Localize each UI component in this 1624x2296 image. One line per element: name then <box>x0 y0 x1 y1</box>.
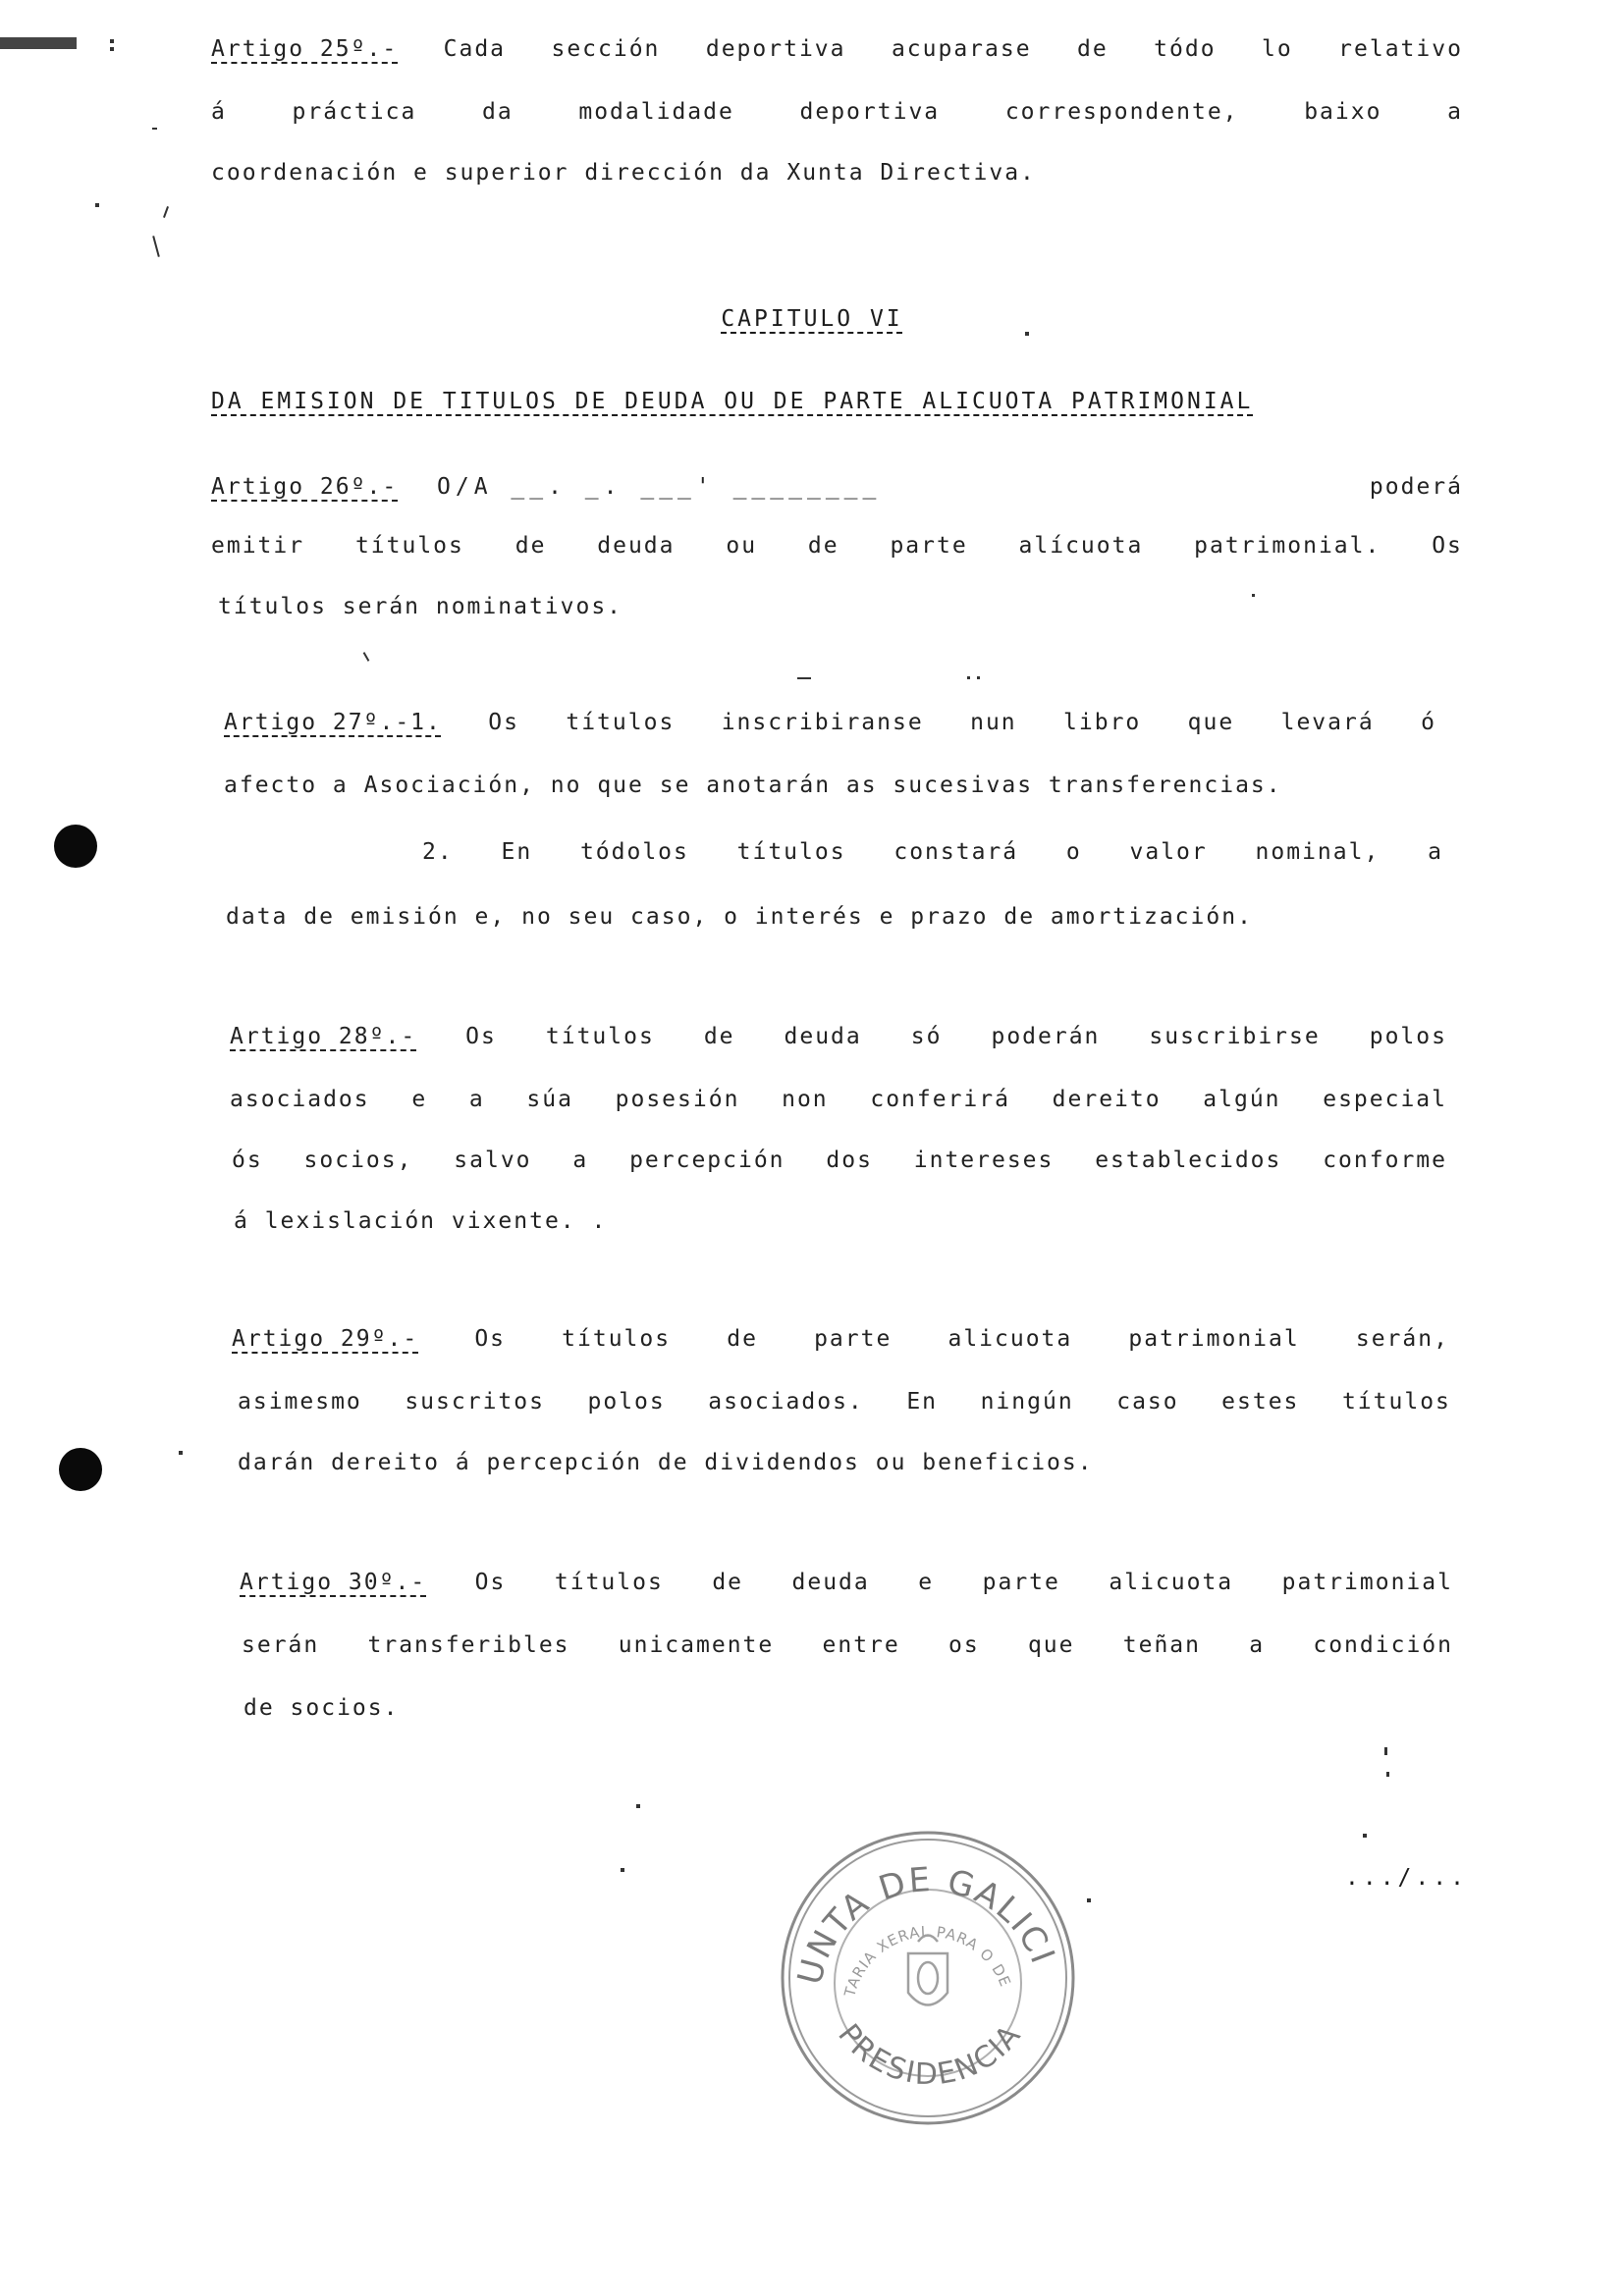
art29-line-1: Artigo 29º.- Os títulos de parte alicuota patrimonial serán, <box>232 1323 1449 1355</box>
chapter-subtitle: DA EMISION DE TITULOS DE DEUDA OU DE PARTE ALICUOTA PATRIMONIAL <box>211 389 1254 414</box>
art30-line-2: serán transferibles unicamente entre os que teñan a condición <box>242 1632 1453 1658</box>
scan-speck <box>977 676 980 679</box>
art30-label: Artigo 30º.- <box>240 1570 427 1595</box>
seal-bottom-text: PRESIDENCIA <box>831 2017 1029 2093</box>
scan-speck <box>621 1868 624 1872</box>
scan-speck <box>152 236 160 257</box>
scan-speck <box>1363 1834 1367 1838</box>
art28-label: Artigo 28º.- <box>230 1024 417 1049</box>
art27-line-4: data de emisión e, no seu caso, o interés e prazo de amortización. <box>226 904 1253 930</box>
art28-line-2: asociados e a súa posesión non conferirá dereito algún especial <box>230 1087 1447 1112</box>
coat-of-arms-icon <box>908 1936 947 2005</box>
scan-speck <box>179 1451 183 1455</box>
art26-line-3: títulos serán nominativos. <box>218 594 623 619</box>
scan-speck <box>163 206 169 218</box>
chapter-title: CAPITULO VI <box>721 306 903 332</box>
art29-line-2: asimesmo suscritos polos asociados. En ningún caso estes títulos <box>238 1389 1451 1415</box>
scan-speck <box>1087 1898 1091 1902</box>
art28-line-4: á lexislación vixente. . <box>234 1208 608 1234</box>
svg-text:PRESIDENCIA <box>831 2017 1028 2092</box>
scan-speck <box>110 47 114 51</box>
scan-speck <box>95 203 99 207</box>
scan-speck <box>636 1804 640 1808</box>
art25-label: Artigo 25º.- <box>211 36 399 62</box>
scan-speck <box>1386 1772 1389 1777</box>
art25-line-2: á práctica da modalidade deportiva correspondente, baixo a <box>211 99 1463 125</box>
art29-line-3: darán dereito á percepción de dividendos ou beneficios. <box>238 1450 1094 1475</box>
art26-line-1: Artigo 26º.- O/A __. _. ___' ________ poderá <box>211 474 1463 500</box>
scan-speck <box>967 676 970 679</box>
page-continuation: .../... <box>1345 1865 1468 1891</box>
art30-line-1: Artigo 30º.- Os títulos de deuda e parte alicuota patrimonial <box>240 1567 1453 1598</box>
scan-speck <box>363 652 370 662</box>
art28-line-3: ós socios, salvo a percepción dos intereses establecidos conforme <box>232 1148 1447 1173</box>
art25-line-3: coordenación e superior dirección da Xunta Directiva. <box>211 160 1036 186</box>
scan-speck <box>110 39 114 43</box>
seal-outer-text: UNTA DE GALICI <box>789 1859 1063 1989</box>
art27-line-3: 2. En tódolos títulos constará o valor nominal, a <box>422 839 1443 865</box>
scan-speck <box>1025 332 1029 336</box>
art26-blank-fields: O/A __. _. ___' ________ <box>437 474 882 500</box>
seal-graphic <box>776 1826 1080 2130</box>
seal-inner-text: TARIA XERAL PARA O DE <box>840 1922 1015 1999</box>
art29-label: Artigo 29º.- <box>232 1326 419 1352</box>
scan-speck <box>797 677 811 679</box>
art26-label: Artigo 26º.- <box>211 474 399 500</box>
official-seal <box>776 1826 1080 2130</box>
binder-hole-bottom <box>59 1448 102 1491</box>
scan-speck <box>152 128 157 130</box>
scan-mark <box>0 37 77 49</box>
art27-label: Artigo 27º.-1. <box>224 710 442 735</box>
binder-hole-top <box>54 825 97 868</box>
art27-line-1: Artigo 27º.-1. Os títulos inscribiranse nun libro que levará ó <box>224 707 1436 738</box>
art27-line-2: afecto a Asociación, no que se anotarán as sucesivas transferencias. <box>224 773 1282 798</box>
art26-line-2: emitir títulos de deuda ou de parte alícuota patrimonial. Os <box>211 533 1463 559</box>
art25-line-1: Artigo 25º.- Cada sección deportiva acuparase de tódo lo relativo <box>211 33 1463 65</box>
art28-line-1: Artigo 28º.- Os títulos de deuda só poderán suscribirse polos <box>230 1021 1447 1052</box>
art30-line-3: de socios. <box>244 1695 400 1721</box>
scan-speck <box>1384 1747 1387 1755</box>
